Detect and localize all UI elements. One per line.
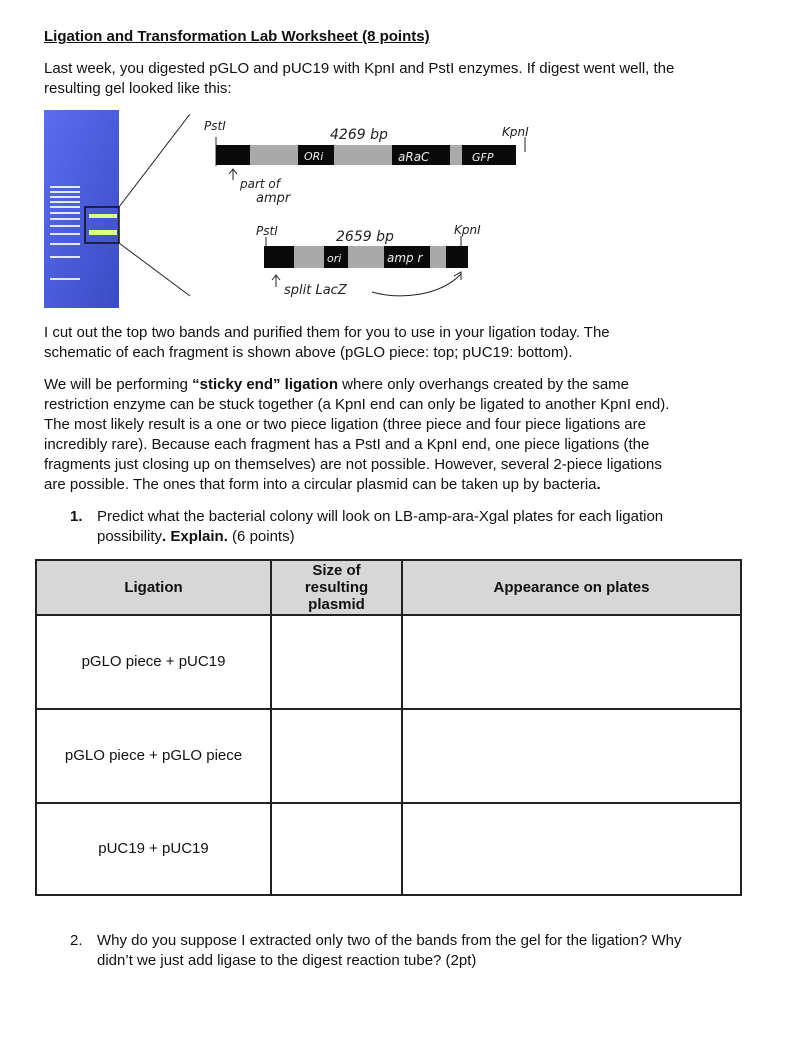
- ori-label: ori: [327, 252, 342, 265]
- question-2: [70, 931, 740, 971]
- up-arrow-icon: [272, 275, 280, 287]
- table-row: [36, 709, 741, 803]
- page-title: Ligation and Transformation Lab Worksheet (8 points): [44, 28, 430, 45]
- gel-band-top: [89, 214, 117, 218]
- header-appearance: Appearance on plates: [402, 560, 741, 615]
- gel-figure: [40, 106, 560, 312]
- table-row: [36, 803, 741, 895]
- paragraph-line: schematic of each fragment is shown above (pGLO piece: top; pUC19: bottom).: [44, 344, 573, 361]
- part-of-label: part of: [240, 177, 280, 191]
- ligation-cell: pGLO piece + pGLO piece: [36, 709, 271, 803]
- ligation-cell: pGLO piece + pUC19: [36, 615, 271, 709]
- curved-arrow-icon: [372, 274, 461, 296]
- fragment-size: 4269 bp: [330, 127, 388, 143]
- header-size: Size of resulting plasmid: [271, 560, 402, 615]
- arac-label: aRaC: [398, 150, 430, 164]
- appearance-answer-cell[interactable]: [402, 709, 741, 803]
- size-answer-cell[interactable]: [271, 615, 402, 709]
- question-number: 1.: [70, 508, 83, 525]
- pst-label: PstI: [256, 224, 278, 238]
- size-answer-cell[interactable]: [271, 709, 402, 803]
- pst-label: PstI: [204, 119, 226, 133]
- question-text: Why do you suppose I extracted only two of the bands from the gel for the ligation? Why didn’t we just add ligase to the digest reaction tube? (2pt): [97, 932, 682, 969]
- up-arrow-icon: [229, 169, 237, 180]
- question-1: [70, 507, 740, 547]
- paragraph-line: I cut out the top two bands and purified them for you to use in your ligation today. The: [44, 324, 610, 341]
- question-number: 2.: [70, 932, 83, 949]
- ampr-label: amp r: [387, 251, 423, 265]
- intro-paragraph: [44, 59, 750, 99]
- appearance-answer-cell[interactable]: [402, 803, 741, 895]
- paragraph-line: fragments just closing up on themselves) are not possible. However, several 2-piece ligations: [44, 456, 662, 473]
- split-lacz-label: split LacZ: [284, 283, 347, 298]
- ligation-table: [35, 559, 742, 896]
- question-text: Predict what the bacterial colony will look on LB-amp-ara-Xgal plates for each ligation possibility. Explain. (6 points): [97, 508, 664, 545]
- header-ligation: Ligation: [36, 560, 271, 615]
- ampr-label: ampr: [256, 191, 291, 206]
- kpn-label: KpnI: [502, 125, 529, 139]
- paragraph-line: The most likely result is a one or two piece ligation (three piece and four piece ligations are: [44, 416, 646, 433]
- kpn-label: KpnI: [454, 223, 481, 237]
- pglo-fragment: [204, 119, 529, 206]
- table-header-row: [36, 560, 741, 615]
- table-row: [36, 615, 741, 709]
- fragment-size: 2659 bp: [336, 229, 394, 245]
- intro-line: resulting gel looked like this:: [44, 80, 232, 97]
- zoom-line: [119, 114, 190, 207]
- gfp-label: GFP: [472, 151, 494, 164]
- paragraph-line: restriction enzyme can be stuck together (a KpnI end can only be ligated to another KpnI end).: [44, 396, 670, 413]
- paragraph-line: incredibly rare). Because each fragment has a PstI and a KpnI end, one piece ligations (the: [44, 436, 650, 453]
- paragraph-line: We will be performing “sticky end” ligation where only overhangs created by the same: [44, 376, 629, 393]
- intro-line: Last week, you digested pGLO and pUC19 with KpnI and PstI enzymes. If digest went well, the: [44, 60, 675, 77]
- ori-label: ORi: [304, 150, 324, 163]
- gel-band-bottom: [89, 230, 117, 235]
- zoom-line: [119, 243, 190, 296]
- paragraph-line: are possible. The ones that form into a circular plasmid can be taken up by bacteria.: [44, 476, 601, 493]
- ligation-cell: pUC19 + pUC19: [36, 803, 271, 895]
- puc19-fragment: [256, 223, 481, 298]
- appearance-answer-cell[interactable]: [402, 615, 741, 709]
- paragraph-3: [44, 375, 750, 495]
- size-answer-cell[interactable]: [271, 803, 402, 895]
- paragraph-2: [44, 323, 750, 363]
